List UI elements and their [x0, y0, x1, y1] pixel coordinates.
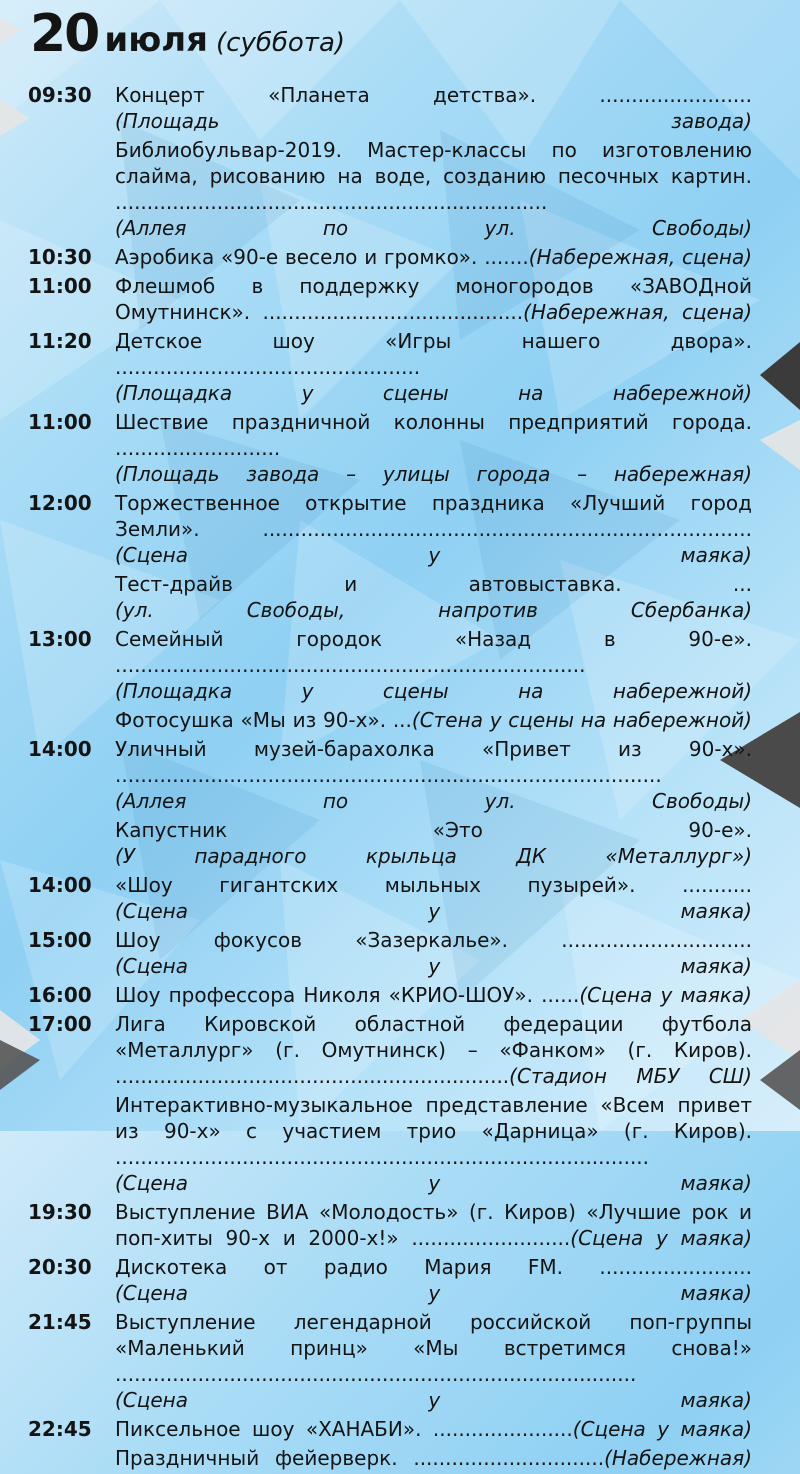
schedule-item [0, 1011, 800, 1089]
event-description [115, 626, 752, 704]
event-location: (Площадка у сцены на набережной) [115, 679, 752, 703]
event-title: Шоу фокусов «Зазеркалье». [115, 928, 509, 952]
event-time: 16:00 [28, 983, 92, 1007]
event-leader-dots: ........................ [599, 1255, 752, 1279]
event-title: Шоу профессора Николя «КРИО-ШОУ». [115, 983, 533, 1007]
event-time: 14:00 [28, 737, 92, 761]
schedule-item [0, 1199, 800, 1251]
event-title: Флешмоб в поддержку моногородов «ЗАВОДной Омутнинск». [115, 274, 752, 324]
event-description [115, 1092, 752, 1196]
event-location: (ул. Свободы, напротив Сбербанка) [115, 598, 752, 622]
event-title: Детское шоу «Игры нашего двора». [115, 329, 752, 353]
event-title: Уличный музей-барахолка «Привет из 90-х». [115, 737, 752, 761]
event-description [115, 1416, 752, 1442]
event-location: (Набережная) [604, 1446, 752, 1470]
event-leader-dots: .......................... [115, 436, 281, 460]
event-description [115, 927, 752, 979]
event-location: (Аллея по ул. Свободы) [115, 216, 752, 240]
event-location: (Площадь завода – улицы города – набережная) [115, 462, 752, 486]
header-day: 20 [30, 4, 99, 64]
event-title: «Шоу гигантских мыльных пузырей». [115, 873, 636, 897]
event-time: 21:45 [28, 1310, 92, 1334]
event-leader-dots: .................................................................................... [115, 1145, 650, 1169]
schedule-item [0, 927, 800, 979]
event-location: (Площадь завода) [115, 109, 752, 133]
schedule-list [0, 82, 800, 1474]
event-leader-dots: ... [732, 572, 752, 596]
event-description [115, 571, 752, 623]
event-description [115, 982, 752, 1008]
event-description [115, 736, 752, 814]
schedule-item [0, 872, 800, 924]
event-time: 13:00 [28, 627, 92, 651]
event-location: (Сцена у маяка) [579, 983, 752, 1007]
event-location: (Сцена у маяка) [115, 899, 752, 923]
event-description [115, 409, 752, 487]
event-leader-dots: ............................................................................. [262, 517, 752, 541]
event-leader-dots: ...................................................................................... [115, 763, 662, 787]
schedule-item [0, 328, 800, 406]
event-title: Семейный городок «Назад в 90-е». [115, 627, 752, 651]
event-title: Аэробика «90-е весело и громко». [115, 245, 478, 269]
event-leader-dots: .............................. [413, 1446, 605, 1470]
event-description [115, 273, 752, 325]
event-time: 11:20 [28, 329, 92, 353]
schedule-item [0, 707, 800, 733]
event-title: Праздничный фейерверк. [115, 1446, 398, 1470]
event-location: (Площадка у сцены на набережной) [115, 381, 752, 405]
event-location: (Сцена у маяка) [570, 1226, 752, 1250]
event-description [115, 707, 752, 733]
event-leader-dots: ...................... [432, 1417, 573, 1441]
event-time: 15:00 [28, 928, 92, 952]
event-description [115, 872, 752, 924]
event-description [115, 137, 752, 241]
schedule-item [0, 982, 800, 1008]
event-location: (Сцена у маяка) [115, 1171, 752, 1195]
event-location: (У парадного крыльца ДК «Металлург») [115, 844, 752, 868]
event-description [115, 1011, 752, 1089]
event-location: (Сцена у маяка) [115, 1281, 752, 1305]
schedule-item [0, 1309, 800, 1413]
event-location: (Набережная, сцена) [523, 300, 752, 324]
event-time: 22:45 [28, 1417, 92, 1441]
event-description [115, 817, 752, 869]
event-description [115, 328, 752, 406]
schedule-item [0, 82, 800, 134]
event-title: Концерт «Планета детства». [115, 83, 537, 107]
event-description [115, 1254, 752, 1306]
event-description [115, 490, 752, 568]
event-time: 12:00 [28, 491, 92, 515]
event-time: 11:00 [28, 274, 92, 298]
event-time: 20:30 [28, 1255, 92, 1279]
event-leader-dots: .......................................................................... [115, 653, 586, 677]
event-time: 09:30 [28, 83, 92, 107]
event-location: (Сцена у маяка) [115, 954, 752, 978]
event-time: 17:00 [28, 1012, 92, 1036]
event-location: (Сцена у маяка) [115, 543, 752, 567]
event-location: (Аллея по ул. Свободы) [115, 789, 752, 813]
event-description [115, 82, 752, 134]
event-title: Выступление ВИА «Молодость» (г. Киров) «Лучшие рок и поп-хиты 90-х и 2000-х!» [115, 1200, 752, 1250]
event-leader-dots: .............................................................. [115, 1064, 510, 1088]
event-title: Капустник «Это 90-е». [115, 818, 752, 842]
event-description [115, 244, 752, 270]
event-location: (Набережная, сцена) [528, 245, 752, 269]
event-leader-dots: ................................................ [115, 355, 421, 379]
event-title: Дискотека от радио Мария FM. [115, 1255, 564, 1279]
event-leader-dots: ... [392, 708, 412, 732]
event-time: 14:00 [28, 873, 92, 897]
event-title: Фотосушка «Мы из 90-х». [115, 708, 387, 732]
event-time: 11:00 [28, 410, 92, 434]
header-month: июля [104, 20, 208, 60]
schedule-item [0, 244, 800, 270]
event-description [115, 1309, 752, 1413]
schedule-item [0, 571, 800, 623]
event-title: Тест-драйв и автовыставка. [115, 572, 622, 596]
header-weekday: (суббота) [216, 28, 346, 58]
event-leader-dots: .................................................................... [115, 190, 548, 214]
event-time: 10:30 [28, 245, 92, 269]
event-leader-dots: ...... [541, 983, 580, 1007]
schedule-item [0, 490, 800, 568]
event-location: (Сцена у маяка) [572, 1417, 752, 1441]
event-title: Шествие праздничной колонны предприятий города. [115, 410, 752, 434]
event-leader-dots: .................................................................................. [115, 1362, 637, 1386]
schedule-item [0, 1092, 800, 1196]
schedule-item [0, 273, 800, 325]
event-location: (Стадион МБУ СШ) [509, 1064, 752, 1088]
event-time: 19:30 [28, 1200, 92, 1224]
schedule-item [0, 1445, 800, 1471]
event-leader-dots: ....... [484, 245, 529, 269]
event-title: Пиксельное шоу «ХАНАБИ». [115, 1417, 422, 1441]
event-leader-dots: .............................. [561, 928, 753, 952]
schedule-item [0, 736, 800, 814]
event-title: Библиобульвар-2019. Мастер-классы по изготовлению слайма, рисованию на воде, созданию песочных картин. [115, 138, 752, 188]
schedule-item [0, 1254, 800, 1306]
schedule-item [0, 137, 800, 241]
event-leader-dots: ......................... [411, 1226, 571, 1250]
schedule-item [0, 1416, 800, 1442]
event-location: (Стена у сцены на набережной) [411, 708, 752, 732]
event-description [115, 1199, 752, 1251]
page-header [30, 4, 345, 74]
schedule-item [0, 626, 800, 704]
event-title: Торжественное открытие праздника «Лучший город Земли». [115, 491, 752, 541]
event-leader-dots: ........................ [599, 83, 752, 107]
event-title: Лига Кировской областной федерации футбола «Металлург» (г. Омутнинск) – «Фанком» (г. Киров). [115, 1012, 752, 1062]
event-location: (Сцена у маяка) [115, 1388, 752, 1412]
schedule-item [0, 409, 800, 487]
event-title: Интерактивно-музыкальное представление «Всем привет из 90-х» с участием трио «Дарница» (г. Киров). [115, 1093, 752, 1143]
event-leader-dots: ........... [682, 873, 752, 897]
event-leader-dots: ......................................... [262, 300, 524, 324]
event-title: Выступление легендарной российской поп-группы «Маленький принц» «Мы встретимся снова!» [115, 1310, 752, 1360]
event-description [115, 1445, 752, 1471]
schedule-item [0, 817, 800, 869]
